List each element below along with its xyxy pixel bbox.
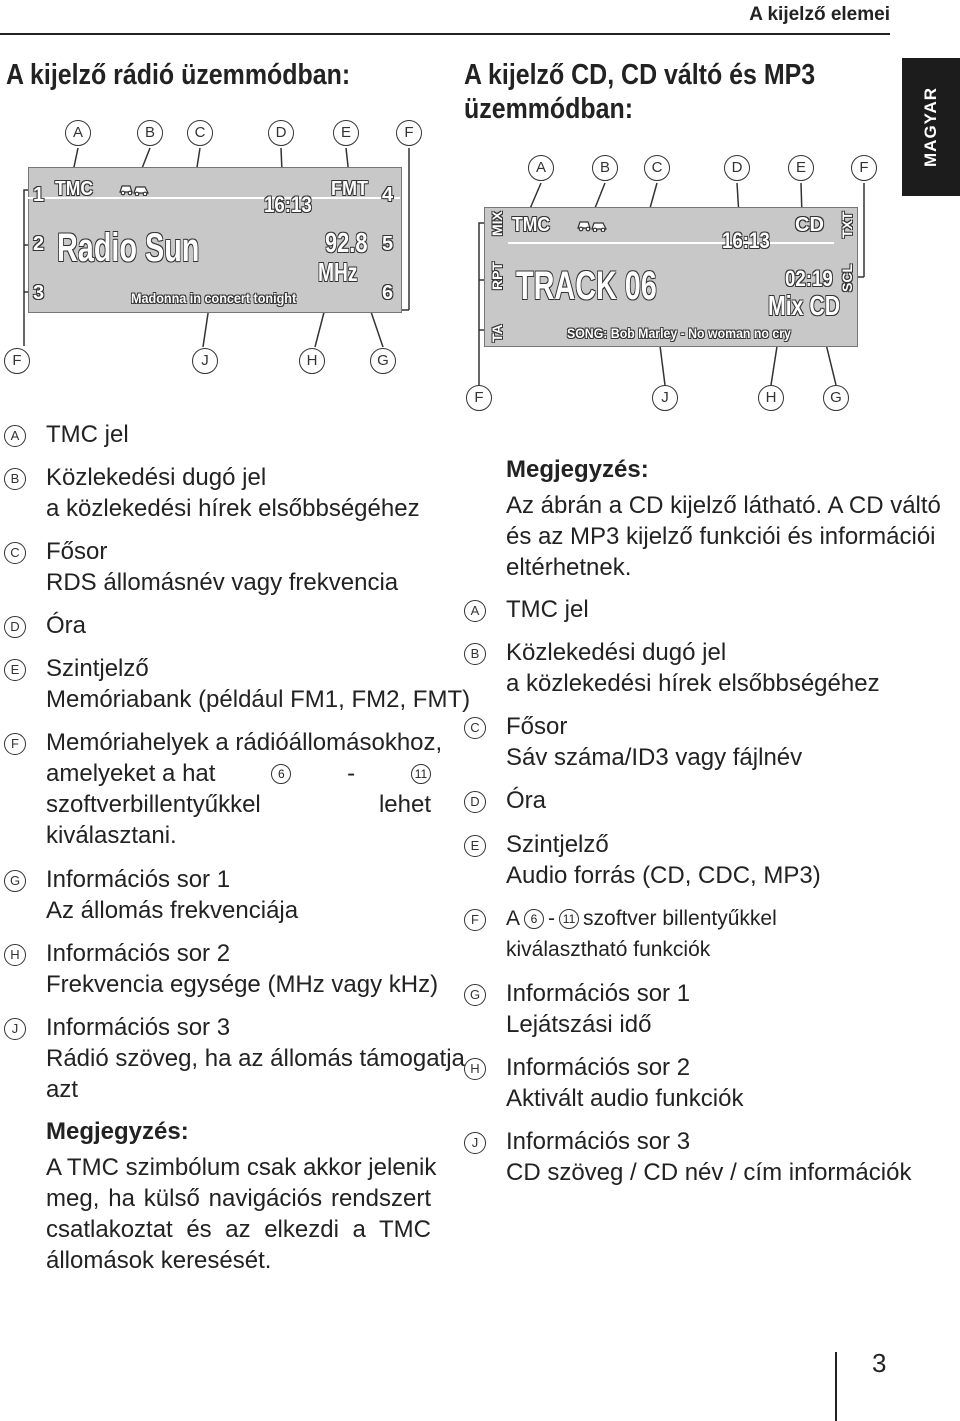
radio-item-marker-f: F	[4, 733, 26, 755]
cd-item-e-line2: Audio forrás (CD, CDC, MP3)	[506, 862, 821, 889]
radio-preset-2: 2	[33, 233, 45, 255]
cd-item-j-line2: CD szöveg / CD név / cím információk	[506, 1159, 912, 1186]
radio-note	[46, 1152, 437, 1276]
radio-station-name: Radio Sun	[57, 226, 200, 270]
cd-callout-g: G	[823, 385, 849, 411]
cd-item-c	[506, 711, 802, 773]
radio-item-b	[46, 462, 420, 524]
radio-preset-3: 3	[33, 282, 45, 304]
cd-item-marker-c: C	[464, 717, 486, 739]
radio-item-h-line1: Információs sor 2	[46, 940, 231, 967]
radio-item-a-line1: TMC jel	[46, 421, 129, 448]
radio-text: Madonna in concert tonight	[131, 290, 297, 306]
radio-item-e-line2: Memóriabank (például FM1, FM2, FMT)	[46, 686, 471, 713]
cd-item-j-line1: Információs sor 3	[506, 1128, 691, 1155]
cd-item-marker-a: A	[464, 600, 486, 622]
cd-item-marker-h: H	[464, 1058, 486, 1080]
radio-callout-d: D	[268, 120, 294, 146]
cd-song-text: SONG: Bob Marley - No woman no cry	[567, 325, 791, 341]
cd-item-g	[506, 978, 690, 1040]
radio-note-line2: meg, ha külső navigációs rendszert	[46, 1185, 431, 1212]
cd-item-f-pre: A	[506, 907, 521, 930]
radio-callout-a: A	[65, 120, 91, 146]
radio-item-b-line2: a közlekedési hírek elsőbbségéhez	[46, 495, 420, 522]
radio-item-c	[46, 536, 398, 598]
radio-preset-4: 4	[382, 184, 394, 206]
cd-item-h	[506, 1052, 743, 1114]
cd-item-marker-b: B	[464, 643, 486, 665]
radio-item-e-line1: Szintjelző	[46, 655, 149, 682]
cd-track-title: TRACK 06	[516, 264, 657, 308]
radio-frequency-unit: MHz	[318, 257, 358, 287]
section-header-title: A kijelző elemei	[749, 4, 890, 25]
cd-callout-h: H	[758, 385, 784, 411]
radio-note-line4: állomások keresését.	[46, 1247, 272, 1274]
cd-item-b-line2: a közlekedési hírek elsőbbségéhez	[506, 670, 880, 697]
radio-callout-f: F	[396, 120, 422, 146]
radio-item-d	[46, 610, 86, 641]
cd-item-f-line2: kiválasztható funkciók	[506, 938, 711, 961]
radio-item-marker-g: G	[4, 870, 26, 892]
cd-note	[506, 490, 941, 583]
radio-item-g-line2: Az állomás frekvenciája	[46, 897, 299, 924]
radio-item-marker-h: H	[4, 944, 26, 966]
cd-scl-label: SCL	[839, 264, 855, 292]
radio-item-f-text1: Memóriahelyek a rádióállomásokhoz,	[46, 729, 443, 756]
cd-rpt-label: RPT	[489, 262, 505, 290]
cd-note-title: Megjegyzés:	[506, 456, 649, 483]
cd-callout-j: J	[652, 385, 678, 411]
radio-item-g	[46, 864, 298, 926]
cd-callout-c: C	[644, 155, 670, 181]
cd-callout-f-bottom: F	[466, 385, 492, 411]
footer-divider	[835, 1352, 837, 1421]
cd-note-line2: és az MP3 kijelző funkciói és információi	[506, 523, 936, 550]
cd-item-d	[506, 785, 546, 816]
cd-item-marker-e: E	[464, 835, 486, 857]
radio-item-e	[46, 653, 470, 715]
cd-note-line1: Az ábrán a CD kijelző látható. A CD váltó	[506, 492, 941, 519]
cd-heading-line1: A kijelző CD, CD váltó és MP3	[464, 59, 816, 91]
softkey-6-icon: 6	[271, 764, 291, 784]
radio-item-j	[46, 1012, 465, 1105]
radio-preset-5: 5	[382, 233, 394, 255]
radio-item-f-dash: -	[347, 760, 356, 787]
cd-callout-a: A	[528, 155, 554, 181]
cd-item-b-line1: Közlekedési dugó jel	[506, 639, 727, 666]
radio-item-marker-d: D	[4, 616, 26, 638]
cd-item-f	[506, 903, 777, 965]
radio-item-f-line4: kiválasztani.	[46, 822, 177, 849]
cd-item-marker-f: F	[464, 909, 486, 931]
cd-source-label: CD	[795, 214, 824, 236]
radio-item-f-line3	[46, 789, 431, 820]
cd-item-f-line1	[506, 903, 777, 934]
radio-callout-f-bottom: F	[4, 348, 30, 374]
radio-note-line3: csatlakoztat és az elkezdi a TMC	[46, 1216, 431, 1243]
cd-item-marker-d: D	[464, 791, 486, 813]
cd-play-time: 02:19	[785, 266, 833, 291]
radio-item-f-text3a: szoftverbillentyűkkel	[46, 791, 261, 818]
cd-item-c-line2: Sáv száma/ID3 vagy fájlnév	[506, 744, 803, 771]
radio-item-h	[46, 938, 438, 1000]
radio-item-f	[46, 727, 443, 851]
cd-txt-label: TXT	[839, 211, 855, 238]
radio-clock: 16:13	[264, 192, 312, 217]
cd-ta-label: TA	[489, 324, 505, 342]
cd-mix-label: MIX	[489, 211, 505, 236]
cd-traffic-jam-icon	[576, 216, 610, 232]
radio-item-f-line1	[46, 727, 443, 758]
language-tab	[902, 58, 960, 196]
radio-item-a	[46, 419, 129, 450]
cd-item-a	[506, 594, 589, 625]
radio-callout-c: C	[187, 120, 213, 146]
radio-bank-label: FMT	[331, 178, 368, 200]
cd-item-j	[506, 1126, 911, 1188]
radio-item-f-text3b: lehet	[378, 791, 431, 818]
cd-item-b	[506, 637, 880, 699]
cd-item-g-line1: Információs sor 1	[506, 980, 691, 1007]
cd-callout-e: E	[788, 155, 814, 181]
radio-item-marker-j: J	[4, 1018, 26, 1040]
cd-item-h-line1: Információs sor 2	[506, 1054, 691, 1081]
radio-note-line1: A TMC szimbólum csak akkor jelenik	[46, 1154, 437, 1181]
language-tab-label: MAGYAR	[921, 87, 940, 167]
radio-item-j-line3: azt	[46, 1076, 79, 1103]
radio-item-h-line2: Frekvencia egysége (MHz vagy kHz)	[46, 971, 439, 998]
cd-callout-b: B	[592, 155, 618, 181]
radio-item-g-line1: Információs sor 1	[46, 866, 231, 893]
cd-mode: Mix CD	[768, 290, 841, 321]
softkey-11-icon: 11	[411, 764, 431, 784]
page-number: 3	[872, 1348, 887, 1378]
radio-callout-b: B	[137, 120, 163, 146]
radio-item-j-line1: Információs sor 3	[46, 1014, 231, 1041]
cd-softkey-11-icon: 11	[559, 909, 579, 929]
radio-item-f-line2	[46, 758, 431, 789]
radio-callout-e: E	[333, 120, 359, 146]
traffic-jam-icon	[118, 180, 152, 196]
radio-item-d-line1: Óra	[46, 612, 87, 639]
radio-tmc-label: TMC	[55, 178, 94, 200]
cd-item-e	[506, 829, 821, 891]
cd-item-c-line1: Fősor	[506, 713, 568, 740]
radio-note-title: Megjegyzés:	[46, 1118, 189, 1145]
radio-item-c-line2: RDS állomásnév vagy frekvencia	[46, 569, 399, 596]
cd-item-g-line2: Lejátszási idő	[506, 1011, 652, 1038]
radio-frequency: 92.8	[325, 227, 368, 258]
radio-heading: A kijelző rádió üzemmódban:	[6, 59, 351, 91]
cd-display-divider	[508, 242, 834, 244]
cd-callout-f: F	[851, 155, 877, 181]
cd-item-h-line2: Aktivált audio funkciók	[506, 1085, 744, 1112]
cd-item-f-post: szoftver billentyűkkel	[583, 907, 777, 930]
radio-callout-h: H	[299, 348, 325, 374]
radio-callout-j: J	[192, 348, 218, 374]
radio-item-f-text2: amelyeket a hat	[46, 760, 216, 787]
radio-item-marker-e: E	[4, 659, 26, 681]
radio-preset-6: 6	[382, 282, 394, 304]
cd-clock: 16:13	[722, 228, 770, 253]
cd-item-marker-g: G	[464, 984, 486, 1006]
radio-preset-1: 1	[33, 184, 45, 206]
radio-callout-g: G	[370, 348, 396, 374]
cd-callout-d: D	[724, 155, 750, 181]
radio-item-b-line1: Közlekedési dugó jel	[46, 464, 267, 491]
cd-note-line3: eltérhetnek.	[506, 554, 632, 581]
radio-item-j-line2: Rádió szöveg, ha az állomás támogatja	[46, 1045, 465, 1072]
cd-item-marker-j: J	[464, 1132, 486, 1154]
radio-item-marker-c: C	[4, 542, 26, 564]
cd-item-d-line1: Óra	[506, 787, 547, 814]
radio-item-marker-a: A	[4, 425, 26, 447]
cd-softkey-6-icon: 6	[524, 909, 544, 929]
radio-item-marker-b: B	[4, 468, 26, 490]
cd-item-f-dash: -	[548, 907, 556, 930]
cd-item-e-line1: Szintjelző	[506, 831, 609, 858]
cd-item-a-line1: TMC jel	[506, 596, 589, 623]
cd-heading-line2: üzemmódban:	[464, 93, 634, 125]
cd-tmc-label: TMC	[512, 214, 551, 236]
radio-item-c-line1: Fősor	[46, 538, 108, 565]
